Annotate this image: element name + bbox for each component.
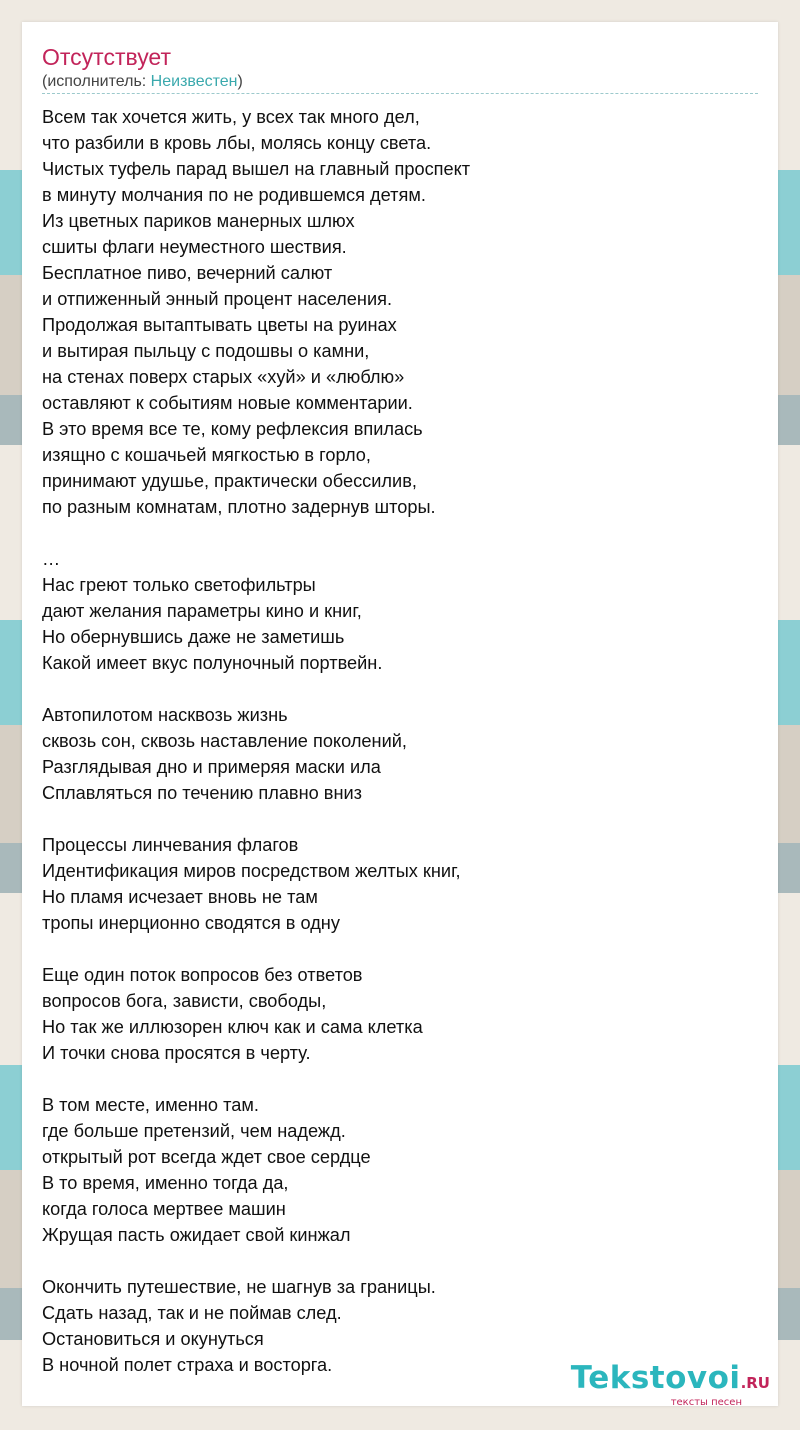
logo-name: Tekstovoi	[570, 1360, 741, 1396]
divider	[42, 93, 758, 94]
song-title: Отсутствует	[42, 44, 171, 70]
artist-link[interactable]: Неизвестен	[150, 73, 238, 90]
artist-suffix: )	[237, 73, 243, 90]
lyrics-card	[22, 22, 778, 1406]
logo-domain: .RU	[740, 1374, 770, 1392]
site-logo[interactable]	[571, 1361, 770, 1408]
lyrics-text: Всем так хочется жить, у всех так много дел, что разбили в кровь лбы, молясь концу света. Чистых туфель парад вышел на главный проспект в минуту молчания по не родившемся детям. Из цветных париков манерных шлюх сшиты флаги неуместного шествия. Бесплатное пиво, вечерний салют и отпиженный энный процент населения. Продолжая вытаптывать цветы на руинах и вытирая пыльцу с подошвы о камни, на стенах поверх старых «хуй» и «люблю» оставляют к событиям новые комментарии. В это время все те, кому рефлексия впилась изящно с кошачьей мягкостью в горло, принимают удушье, практически обессилив, по разным комнатам, плотно задернув шторы. … Нас греют только светофильтры дают желания параметры кино и книг, Но обернувшись даже не заметишь Какой имеет вкус полуночный портвейн. Автопилотом насквозь жизнь сквозь сон, сквозь наставление поколений, Разглядывая дно и примеряя маски ила Сплавляться по течению плавно вниз Процессы линчевания флагов Идентификация миров посредством желтых книг, Но пламя исчезает вновь не там тропы инерционно сводятся в одну Еще один поток вопросов без ответов вопросов бога, зависти, свободы, Но так же иллюзорен ключ как и сама клетка И точки снова просятся в черту. В том месте, именно там. где больше претензий, чем надежд. открытый рот всегда ждет свое сердце В то время, именно тогда да, когда голоса мертвее машин Жрущая пасть ожидает свой кинжал Окончить путешествие, не шагнув за границы. Сдать назад, так и не поймав след. Остановиться и окунуться В ночной полет страха и восторга.	[42, 107, 471, 1375]
artist-prefix: (исполнитель:	[42, 73, 151, 90]
logo-tagline: тексты песен	[670, 1397, 742, 1408]
artist-line	[42, 72, 243, 92]
